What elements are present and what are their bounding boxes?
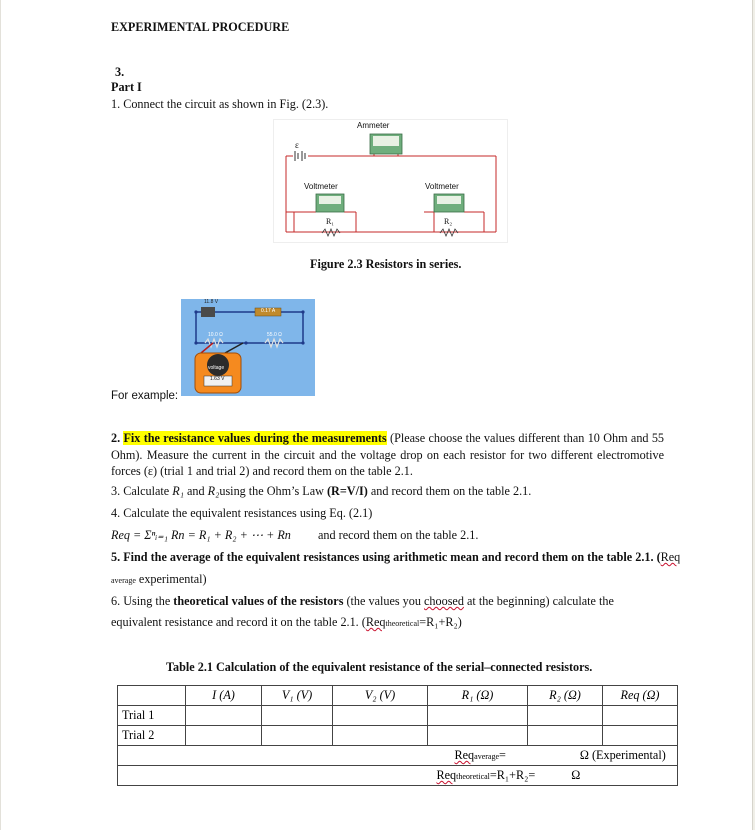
avg-req-label: Req <box>454 748 475 762</box>
average-row <box>118 746 678 766</box>
step-3-r2: R₂ <box>207 484 220 498</box>
ammeter-label: Ammeter <box>357 121 390 130</box>
header-cell: R₂ (Ω) <box>528 686 603 706</box>
header-cell: I (A) <box>186 686 262 706</box>
table-cell <box>333 726 428 746</box>
header-cell: Req (Ω) <box>603 686 678 706</box>
for-example-label: For example: <box>111 390 179 402</box>
table-cell <box>528 726 603 746</box>
section-number: 3. <box>115 65 125 79</box>
step-2-highlight: Fix the resistance values during the measurements <box>123 431 387 445</box>
table-cell <box>428 726 528 746</box>
step-3-law: (R=V/I) <box>327 484 368 498</box>
table-cell <box>528 706 603 726</box>
voltmeter-right-label: Voltmeter <box>425 182 459 191</box>
theoretical-row <box>118 766 678 786</box>
table-cell <box>428 706 528 726</box>
avg-sub-label: average <box>474 752 500 761</box>
equation-after: and record them on the table 2.1. <box>318 528 479 542</box>
battery-label: 11.8 V <box>204 299 219 305</box>
table-row <box>118 706 678 726</box>
emf-label: ε <box>295 140 299 150</box>
step-3-end: and record them on the table 2.1. <box>367 484 532 498</box>
avg-unit: Ω (Experimental) <box>579 748 666 762</box>
theoretical-row-spacer <box>118 766 333 786</box>
step-4: 4. Calculate the equivalent resistances using Eq. (2.1) <box>111 506 373 520</box>
table-header-row <box>118 686 678 706</box>
step-6-choosed: choosed <box>424 594 464 608</box>
voltmeter-left-label: Voltmeter <box>304 182 338 191</box>
step-2 <box>111 430 664 480</box>
theo-req-label: Req <box>436 768 457 782</box>
step-5-req: Req <box>660 550 681 564</box>
step-6-line2 <box>111 615 462 630</box>
results-table <box>117 685 678 786</box>
table-cell <box>603 726 678 746</box>
step-5-exp: experimental) <box>135 572 207 586</box>
table-row <box>118 726 678 746</box>
step-3-mid: and <box>183 484 208 498</box>
meter-label: voltage <box>208 365 225 371</box>
table-cell <box>186 726 262 746</box>
r1-label: R₁ <box>326 217 335 226</box>
step-6 <box>111 593 664 610</box>
step-5-text: 5. Find the average of the equivalent resistances using arithmetic mean and record them on the table 2.1. ( <box>111 550 661 564</box>
ammeter-reading: 0.17 A <box>261 308 276 314</box>
table-caption: Table 2.1 Calculation of the equivalent resistance of the serial–connected resistors. <box>166 660 593 674</box>
step-3 <box>111 484 531 499</box>
theoretical-row-cell <box>333 766 678 786</box>
header-cell: V₂ (V) <box>333 686 428 706</box>
table-cell: Trial 1 <box>118 706 186 726</box>
table-cell <box>333 706 428 726</box>
step-3-pre: 3. Calculate <box>111 484 173 498</box>
meter-value: 1.63 V <box>210 376 225 382</box>
table-cell <box>262 726 333 746</box>
step-3-r1: R₁ <box>172 484 184 498</box>
equation: Req = Σⁿᵢ₌₁ Rn = R₁ + R₂ + ⋯ + Rn <box>111 528 291 542</box>
part-title: Part I <box>111 80 142 94</box>
step-6-formula: =R₁+R₂) <box>419 615 462 629</box>
step-2-text: (Please choose the values different than 10 Ohm and 55 Ohm). Measure the current in the circuit and the voltage drop on each resistor for two different electromotive forces (ε) (trial 1 and trial 2) and record them on the table 2.1. <box>111 431 665 478</box>
step-6-theo: theoretical <box>385 619 420 628</box>
circuit-simulation-icon <box>181 299 315 396</box>
table-cell: Trial 2 <box>118 726 186 746</box>
header-cell: R₁ (Ω) <box>428 686 528 706</box>
step-5-line2 <box>111 572 207 587</box>
theo-eq: =R₁+R₂= <box>489 768 536 782</box>
step-6-num: 6. Using the <box>111 594 174 608</box>
resistor2-label: 55.0 Ω <box>267 332 282 338</box>
circuit-diagram-icon <box>274 120 507 242</box>
step-1: 1. Connect the circuit as shown in Fig. (2.3). <box>111 97 329 111</box>
step-6-end: at the beginning) calculate the <box>463 594 614 608</box>
table-cell <box>186 706 262 726</box>
resistor1-label: 10.0 Ω <box>208 332 223 338</box>
theo-unit: Ω <box>571 768 581 782</box>
average-row-cell <box>333 746 678 766</box>
step-5 <box>111 550 680 565</box>
step-6-line2-pre: equivalent resistance and record it on the table 2.1. ( <box>111 615 366 629</box>
example-simulation <box>181 299 315 396</box>
header-cell: V₁ (V) <box>262 686 333 706</box>
step-2-number: 2. <box>111 431 124 445</box>
r2-label: R₂ <box>444 217 453 226</box>
average-row-spacer <box>118 746 333 766</box>
heading: EXPERIMENTAL PROCEDURE <box>111 20 290 34</box>
step-6-bold: theoretical values of the resistors <box>173 594 344 608</box>
circuit-figure <box>273 119 508 243</box>
step-3-after: using the Ohm’s Law <box>219 484 327 498</box>
header-cell <box>118 686 186 706</box>
step-5-avg: average <box>111 576 136 585</box>
theo-sub-label: theoretical <box>456 772 490 781</box>
avg-eq: = <box>499 748 506 762</box>
table-cell <box>262 706 333 726</box>
step-6-req: Req <box>365 615 386 629</box>
step-6-mid: (the values you <box>343 594 424 608</box>
table-cell <box>603 706 678 726</box>
figure-caption: Figure 2.3 Resistors in series. <box>310 257 462 271</box>
